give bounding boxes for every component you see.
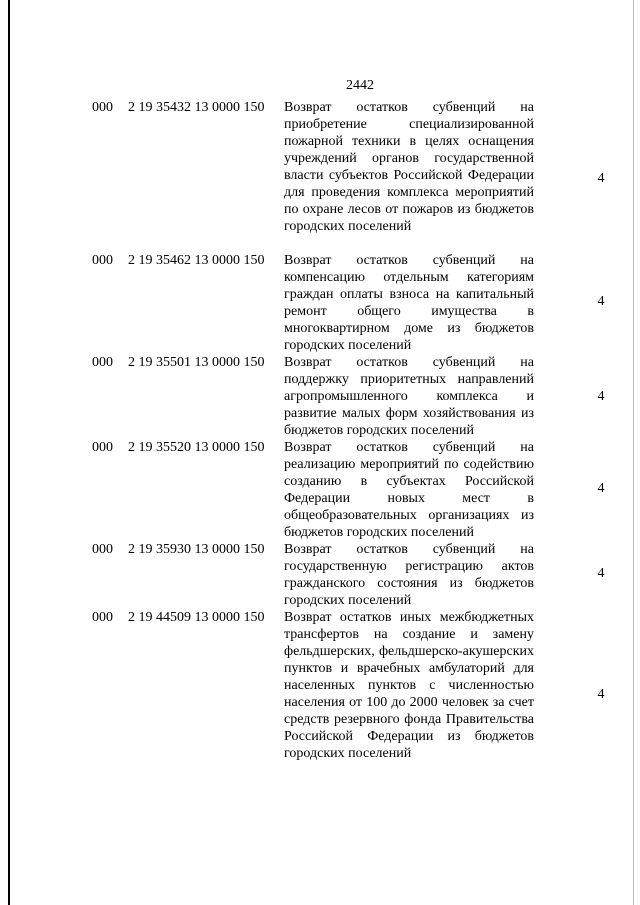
budget-classification-code: 2 19 44509 13 0000 150 bbox=[128, 610, 265, 625]
admin-code: 000 bbox=[92, 253, 113, 268]
admin-code: 000 bbox=[92, 610, 113, 625]
table-row bbox=[92, 252, 612, 354]
revenue-description: Возврат остатков субвенций на реализацию мероприятий по содействию созданию в субъектах Российской Федерации новых мест в общеобразовательных организациях из бюджетов городских поселений bbox=[284, 440, 534, 540]
table-row bbox=[92, 99, 612, 252]
budget-classification-code: 2 19 35501 13 0000 150 bbox=[128, 355, 265, 370]
revenue-description: Возврат остатков субвенций на компенсацию отдельным категориям граждан оплаты взноса на капитальный ремонт общего имущества в многоквартирном доме из бюджетов городских поселений bbox=[284, 253, 534, 353]
table-row bbox=[92, 541, 612, 609]
revenue-description: Возврат остатков иных межбюджетных трансфертов на создание и замену фельдшерских, фельдшерско-акушерских пунктов и врачебных амбулаторий для населенных пунктов с численностью населения от 100 до 2000 человек за счет средств резервного фонда Правительства Российской Федерации из бюджетов городских поселений bbox=[284, 610, 534, 761]
admin-code: 000 bbox=[92, 542, 113, 557]
table-row bbox=[92, 609, 612, 779]
budget-code-table bbox=[92, 99, 612, 779]
amount-value: 4 bbox=[597, 389, 605, 404]
table-row bbox=[92, 354, 612, 439]
admin-code: 000 bbox=[92, 440, 113, 455]
admin-code: 000 bbox=[92, 355, 113, 370]
revenue-description: Возврат остатков субвенций на приобретение специализированной пожарной техники в целях оснащения учреждений органов государственной власти субъектов Российской Федерации для проведения комплекса мероприятий по охране лесов от пожаров из бюджетов городских поселений bbox=[284, 100, 534, 234]
budget-classification-code: 2 19 35930 13 0000 150 bbox=[128, 542, 265, 557]
amount-value: 4 bbox=[597, 687, 605, 702]
admin-code: 000 bbox=[92, 100, 113, 115]
budget-classification-code: 2 19 35462 13 0000 150 bbox=[128, 253, 265, 268]
page-left-edge bbox=[8, 0, 10, 905]
amount-value: 4 bbox=[597, 171, 605, 186]
amount-value: 4 bbox=[597, 566, 605, 581]
amount-value: 4 bbox=[597, 481, 605, 496]
page-number: 2442 bbox=[346, 78, 374, 93]
budget-classification-code: 2 19 35520 13 0000 150 bbox=[128, 440, 265, 455]
amount-value: 4 bbox=[597, 294, 605, 309]
table-row bbox=[92, 439, 612, 541]
page-right-edge bbox=[633, 0, 634, 905]
budget-classification-code: 2 19 35432 13 0000 150 bbox=[128, 100, 265, 115]
revenue-description: Возврат остатков субвенций на государственную регистрацию актов гражданского состояния из бюджетов городских поселений bbox=[284, 542, 534, 608]
revenue-description: Возврат остатков субвенций на поддержку приоритетных направлений агропромышленного комплекса и развитие малых форм хозяйствования из бюджетов городских поселений bbox=[284, 355, 534, 438]
